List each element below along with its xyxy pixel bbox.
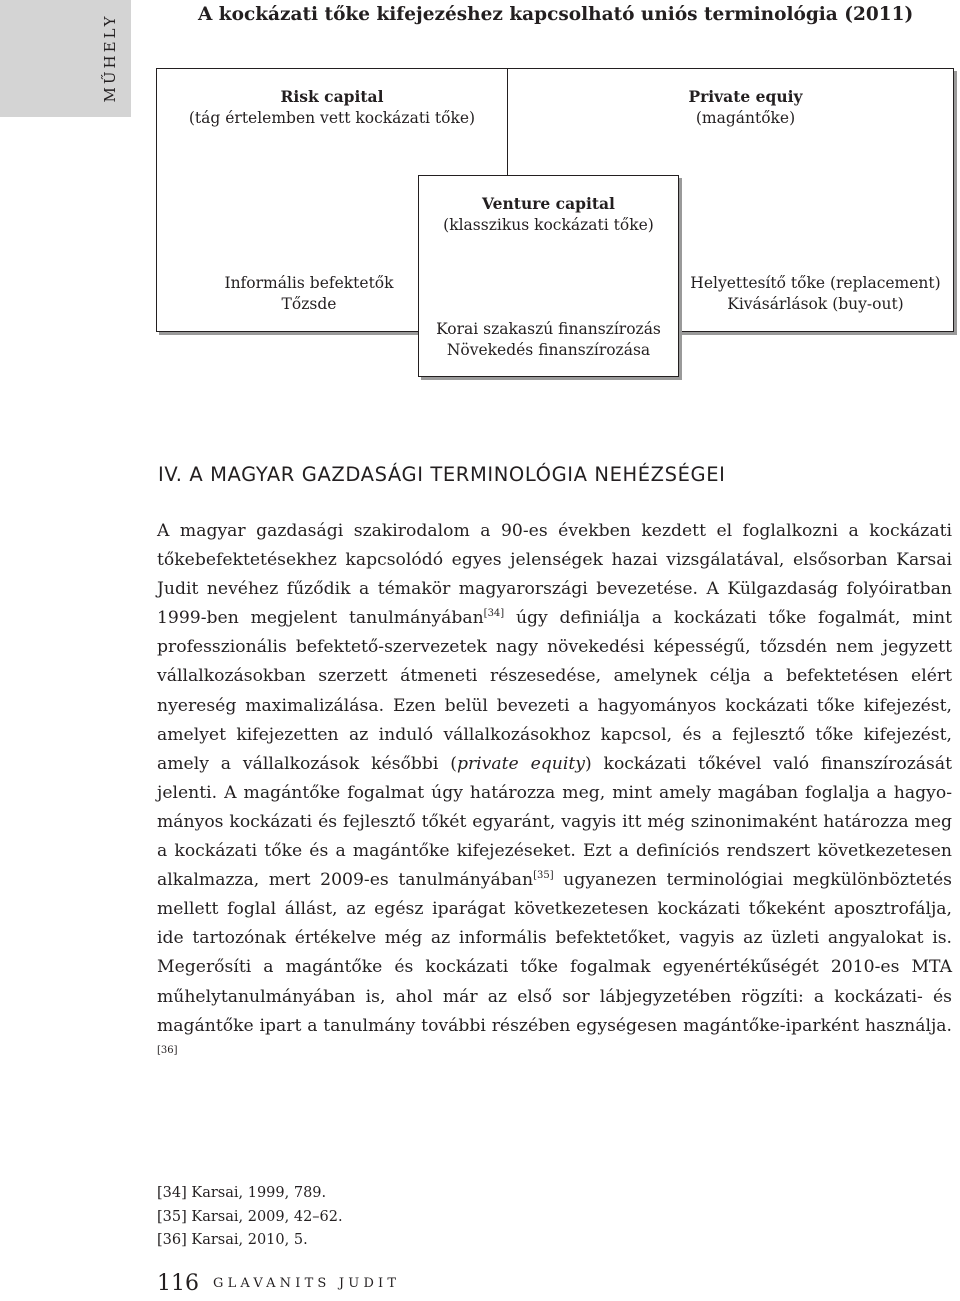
right-item: Kivásárlások (buy-out) xyxy=(727,295,904,313)
footnotes xyxy=(157,1182,343,1253)
left-item: Informális befektetők xyxy=(224,274,394,292)
private-equity-subtitle: (magántőke) xyxy=(695,109,796,127)
right-item: Helyettesítő tőke (replacement) xyxy=(690,274,941,292)
footnote-ref[interactable]: [35] xyxy=(533,870,554,882)
venture-capital-box xyxy=(418,175,679,377)
footnote: [36] Karsai, 2010, 5. xyxy=(157,1232,308,1248)
left-item: Tőzsde xyxy=(281,295,337,313)
venture-capital-title: Venture capital xyxy=(482,194,615,213)
page-footer xyxy=(157,1271,400,1296)
footnote: [35] Karsai, 2009, 42–62. xyxy=(157,1208,343,1225)
body-paragraph: A magyar gazdasági szakirodalom a 90-es években kezdett el foglalkozni a kockázati tőkebefektetésekhez kapcsolódó egyes jelenségek hazai vizsgálatával, elsősorban Karsai Judit nevéhez fűződik a témakör magyarországi bevezetése. A Külgazdaság folyóiratban 1999-ben megjelent tanulmányában[34] úgy definiálja a kockázati tőke fogalmát, mint professzionális befektető-szervezetek nagy növekedési képességű, tőzsdén nem jegyzett vállalkozásokban szerzett átmeneti részesedése, amelynek célja a befektetésen elért nyereség maximalizálása. Ezen belül bevezeti a hagyományos kockázati tőke kifejezést, amelyet kifejezetten az induló vállalkozásokhoz kapcsol, és a fejlesztő tőke kifejezést, amely a vállalkozások későbbi (private equity) kockázati tőkével való finanszírozását jelenti. A magántőke fogalmat úgy határozza meg, mint amely magában foglalja a hagyományos kockázati és fejlesztő tőkét egyaránt, vagyis itt még szinonimaként határozza meg a kockázati tőke és a magántőke kifejezéseket. Ezt a definíciós rendszert következetesen alkalmazza, mert 2009-es tanulmányában[35] ugyanezen terminológiai megkülönböztetés mellett foglal állást, az egész iparágat következetesen kockázati tőkeként aposztrofálja, ide tartozónak értékelve még az informális befektetőket, vagyis az üzleti angyalokat is. Megerősíti a magántőke és kockázati tőke fogalmak egyenértékűségét 2010-es MTA műhelytanulmányában is, ahol már az első sor lábjegyzetében rögzíti: a kockázati- és magántőke ipart a tanulmány további részében egységesen magántőke-iparként használja.[36] xyxy=(157,521,952,1056)
footnote-ref[interactable]: [34] xyxy=(483,608,505,620)
center-item: Növekedés finanszírozása xyxy=(446,341,651,359)
risk-capital-subtitle: (tág értelemben vett kockázati tőke) xyxy=(188,109,476,127)
section-heading: IV. A MAGYAR GAZDASÁGI TERMINOLÓGIA NEHÉZSÉGEI xyxy=(158,463,726,486)
risk-capital-title: Risk capital xyxy=(280,87,384,106)
section-tab xyxy=(0,0,131,117)
venture-capital-subtitle: (klasszikus kockázati tőke) xyxy=(443,216,654,234)
section-tab-label: MŰHELY xyxy=(101,13,119,103)
footnote: [34] Karsai, 1999, 789. xyxy=(157,1185,327,1201)
running-author: GLAVANITS JUDIT xyxy=(213,1276,401,1291)
footnote-ref[interactable]: [36] xyxy=(157,1044,178,1056)
private-equity-title: Private equiy xyxy=(688,87,803,106)
page-number: 116 xyxy=(157,1271,199,1296)
figure-title: A kockázati tőke kifejezéshez kapcsolható uniós terminológia (2011) xyxy=(198,4,914,25)
center-item: Korai szakaszú finanszírozás xyxy=(436,320,661,338)
